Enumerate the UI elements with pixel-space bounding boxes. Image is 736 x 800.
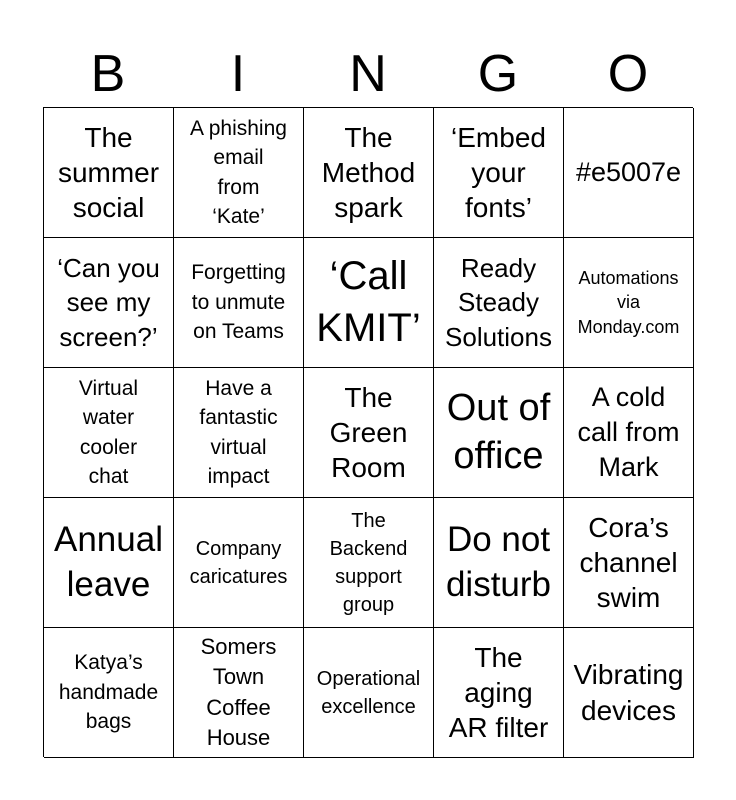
bingo-cell[interactable]	[44, 238, 174, 368]
cell-text: Somers Town Coffee House	[200, 633, 277, 750]
bingo-cell[interactable]	[434, 108, 564, 238]
bingo-cell[interactable]	[174, 108, 304, 238]
bingo-cell[interactable]	[304, 628, 434, 758]
bingo-cell[interactable]	[304, 108, 434, 238]
header-letter-o: O	[607, 45, 649, 103]
cell-text: Do not disturb	[445, 520, 552, 604]
cell-text: ‘Embed your fonts’	[451, 121, 546, 224]
bingo-cell[interactable]	[304, 368, 434, 498]
cell-text: A cold call from Mark	[577, 381, 680, 483]
bingo-cell[interactable]	[434, 368, 564, 498]
cell-text: The Method spark	[321, 121, 416, 224]
cell-text: A phishing email from ‘Kate’	[190, 116, 287, 228]
bingo-header	[43, 40, 693, 108]
header-letter-g: G	[477, 45, 519, 103]
bingo-cell[interactable]	[564, 368, 694, 498]
bingo-cell[interactable]	[564, 498, 694, 628]
header-letter-b: B	[90, 45, 126, 103]
bingo-cell[interactable]	[174, 628, 304, 758]
header-letter-i: I	[230, 45, 246, 103]
cell-text: Ready Steady Solutions	[445, 253, 552, 352]
bingo-cell[interactable]	[44, 108, 174, 238]
cell-text: Katya’s handmade bags	[58, 651, 159, 734]
bingo-cell[interactable]	[44, 368, 174, 498]
cell-text: The Backend support group	[329, 509, 408, 616]
bingo-cell[interactable]	[564, 628, 694, 758]
bingo-grid	[43, 107, 693, 757]
bingo-cell[interactable]	[174, 498, 304, 628]
bingo-cell[interactable]	[44, 498, 174, 628]
bingo-cell[interactable]	[44, 628, 174, 758]
bingo-cell[interactable]	[564, 238, 694, 368]
bingo-cell[interactable]	[434, 238, 564, 368]
cell-text: The Green Room	[329, 381, 408, 484]
cell-text: ‘Can you see my screen?’	[57, 253, 160, 352]
cell-text: Automations via Monday.com	[577, 268, 680, 337]
bingo-cell[interactable]	[434, 628, 564, 758]
cell-text: Forgetting to unmute on Teams	[191, 261, 286, 344]
cell-text: The aging AR filter	[448, 641, 549, 744]
bingo-cell[interactable]	[434, 498, 564, 628]
bingo-cell[interactable]	[174, 368, 304, 498]
cell-text: The summer social	[57, 121, 160, 224]
cell-text: Virtual water cooler chat	[78, 376, 139, 488]
cell-text: #e5007e	[575, 156, 682, 187]
cell-text: Company caricatures	[189, 537, 288, 588]
bingo-cell[interactable]	[304, 238, 434, 368]
cell-text: ‘Call KMIT’	[316, 254, 421, 350]
bingo-cell[interactable]	[174, 238, 304, 368]
cell-text: Out of office	[446, 387, 551, 477]
cell-text: Have a fantastic virtual impact	[199, 376, 278, 488]
header-letter-n: N	[349, 45, 387, 103]
cell-text: Annual leave	[54, 520, 163, 604]
cell-text: Vibrating devices	[573, 659, 684, 726]
cell-text: Cora’s channel swim	[579, 511, 678, 614]
cell-text: Operational excellence	[316, 667, 421, 718]
bingo-cell[interactable]	[564, 108, 694, 238]
bingo-cell[interactable]	[304, 498, 434, 628]
